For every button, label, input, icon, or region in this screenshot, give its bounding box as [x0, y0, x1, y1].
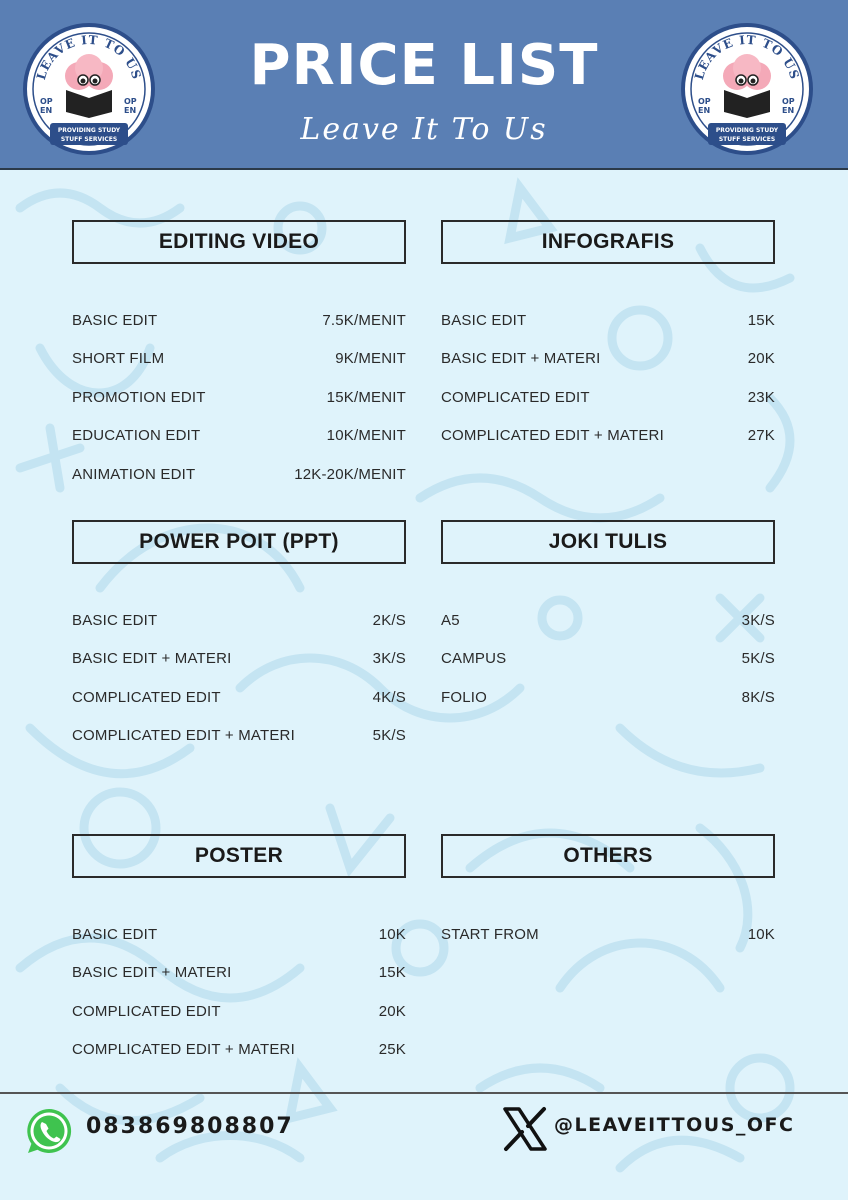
social-handle[interactable]: @LEAVEITTOUS_OFC [554, 1114, 795, 1136]
page-title: PRICE LIST [249, 33, 599, 98]
price-row [72, 992, 406, 1031]
price-list [441, 601, 775, 717]
service-name: ANIMATION EDIT [72, 465, 196, 483]
whatsapp-icon[interactable] [24, 1106, 74, 1156]
service-price: 25K [378, 1041, 406, 1059]
service-name: BASIC EDIT [72, 311, 158, 329]
service-price: 4K/S [372, 688, 406, 706]
price-row [72, 717, 406, 756]
service-price: 3K/S [741, 611, 775, 629]
logo-banner-line2: STUFF SERVICES [60, 136, 118, 143]
service-price: 12K-20K/MENIT [294, 465, 406, 483]
service-price: 3K/S [372, 650, 406, 668]
section-others [441, 834, 775, 954]
price-row [441, 640, 775, 679]
price-row [441, 301, 775, 340]
logo-open-left-bottom: EN [40, 106, 53, 115]
service-price: 23K [747, 388, 775, 406]
price-list [441, 301, 775, 455]
section-title: EDITING VIDEO [72, 220, 406, 264]
service-name: START FROM [441, 925, 539, 943]
price-row [441, 417, 775, 456]
service-name: COMPLICATED EDIT [72, 1002, 221, 1020]
service-price: 10K [378, 925, 406, 943]
section-title: OTHERS [441, 834, 775, 878]
price-row [441, 378, 775, 417]
price-row [72, 915, 406, 954]
service-name: SHORT FILM [72, 350, 165, 368]
service-price: 15K [747, 311, 775, 329]
service-price: 2K/S [372, 611, 406, 629]
price-row [441, 340, 775, 379]
logo-banner-line1: PROVIDING STUDY [715, 127, 779, 134]
price-row [72, 417, 406, 456]
service-name: A5 [441, 611, 460, 629]
logo-open-left-top: OP [40, 97, 53, 106]
service-name: COMPLICATED EDIT + MATERI [72, 727, 295, 745]
service-price: 27K [747, 427, 775, 445]
section-joki-tulis [441, 520, 775, 717]
brand-logo-badge [680, 22, 814, 156]
service-name: COMPLICATED EDIT [72, 688, 221, 706]
service-price: 10K [747, 925, 775, 943]
service-price: 15K/MENIT [326, 388, 406, 406]
logo-open-left-bottom: EN [698, 106, 711, 115]
price-row [72, 954, 406, 993]
service-price: 5K/S [372, 727, 406, 745]
section-title: INFOGRAFIS [441, 220, 775, 264]
price-list [72, 915, 406, 1069]
x-logo-icon[interactable] [502, 1106, 548, 1152]
price-row [72, 301, 406, 340]
price-row [72, 378, 406, 417]
header-banner [0, 0, 848, 170]
page-subtitle: Leave It To Us [300, 112, 548, 147]
logo-open-right-bottom: EN [124, 106, 137, 115]
logo-banner-line2: STUFF SERVICES [718, 136, 776, 143]
price-list [72, 601, 406, 755]
service-price: 7.5K/MENIT [322, 311, 406, 329]
service-name: BASIC EDIT + MATERI [441, 350, 601, 368]
section-poster [72, 834, 406, 1069]
price-row [72, 678, 406, 717]
service-price: 8K/S [741, 688, 775, 706]
service-price: 5K/S [741, 650, 775, 668]
section-infografis [441, 220, 775, 455]
price-row [441, 915, 775, 954]
service-name: BASIC EDIT [72, 925, 158, 943]
price-row [72, 340, 406, 379]
service-price: 15K [378, 964, 406, 982]
service-name: BASIC EDIT [441, 311, 527, 329]
price-row [72, 640, 406, 679]
logo-open-right-top: OP [124, 97, 137, 106]
price-list [441, 915, 775, 954]
service-name: CAMPUS [441, 650, 507, 668]
logo-open-right-bottom: EN [782, 106, 795, 115]
contact-footer [0, 1094, 848, 1200]
service-price: 20K [378, 1002, 406, 1020]
section-title: POWER POIT (PPT) [72, 520, 406, 564]
logo-arc-text: LEAVE IT TO US [692, 32, 802, 82]
price-row [441, 678, 775, 717]
logo-open-right-top: OP [782, 97, 795, 106]
section-power-point [72, 520, 406, 755]
service-name: FOLIO [441, 688, 488, 706]
section-title: JOKI TULIS [441, 520, 775, 564]
logo-open-left-top: OP [698, 97, 711, 106]
price-row [441, 601, 775, 640]
service-name: BASIC EDIT + MATERI [72, 964, 232, 982]
logo-arc-text: LEAVE IT TO US [34, 32, 144, 82]
service-name: PROMOTION EDIT [72, 388, 206, 406]
phone-number[interactable]: 083869808807 [86, 1114, 294, 1139]
service-name: BASIC EDIT [72, 611, 158, 629]
logo-banner-line1: PROVIDING STUDY [57, 127, 121, 134]
service-price: 10K/MENIT [326, 427, 406, 445]
service-price: 9K/MENIT [335, 350, 406, 368]
section-editing-video [72, 220, 406, 494]
price-list [72, 301, 406, 494]
section-title: POSTER [72, 834, 406, 878]
service-name: COMPLICATED EDIT + MATERI [441, 427, 664, 445]
price-row [72, 455, 406, 494]
service-name: BASIC EDIT + MATERI [72, 650, 232, 668]
service-name: COMPLICATED EDIT [441, 388, 590, 406]
price-row [72, 601, 406, 640]
service-name: COMPLICATED EDIT + MATERI [72, 1041, 295, 1059]
price-row [72, 1031, 406, 1070]
service-price: 20K [747, 350, 775, 368]
service-name: EDUCATION EDIT [72, 427, 201, 445]
